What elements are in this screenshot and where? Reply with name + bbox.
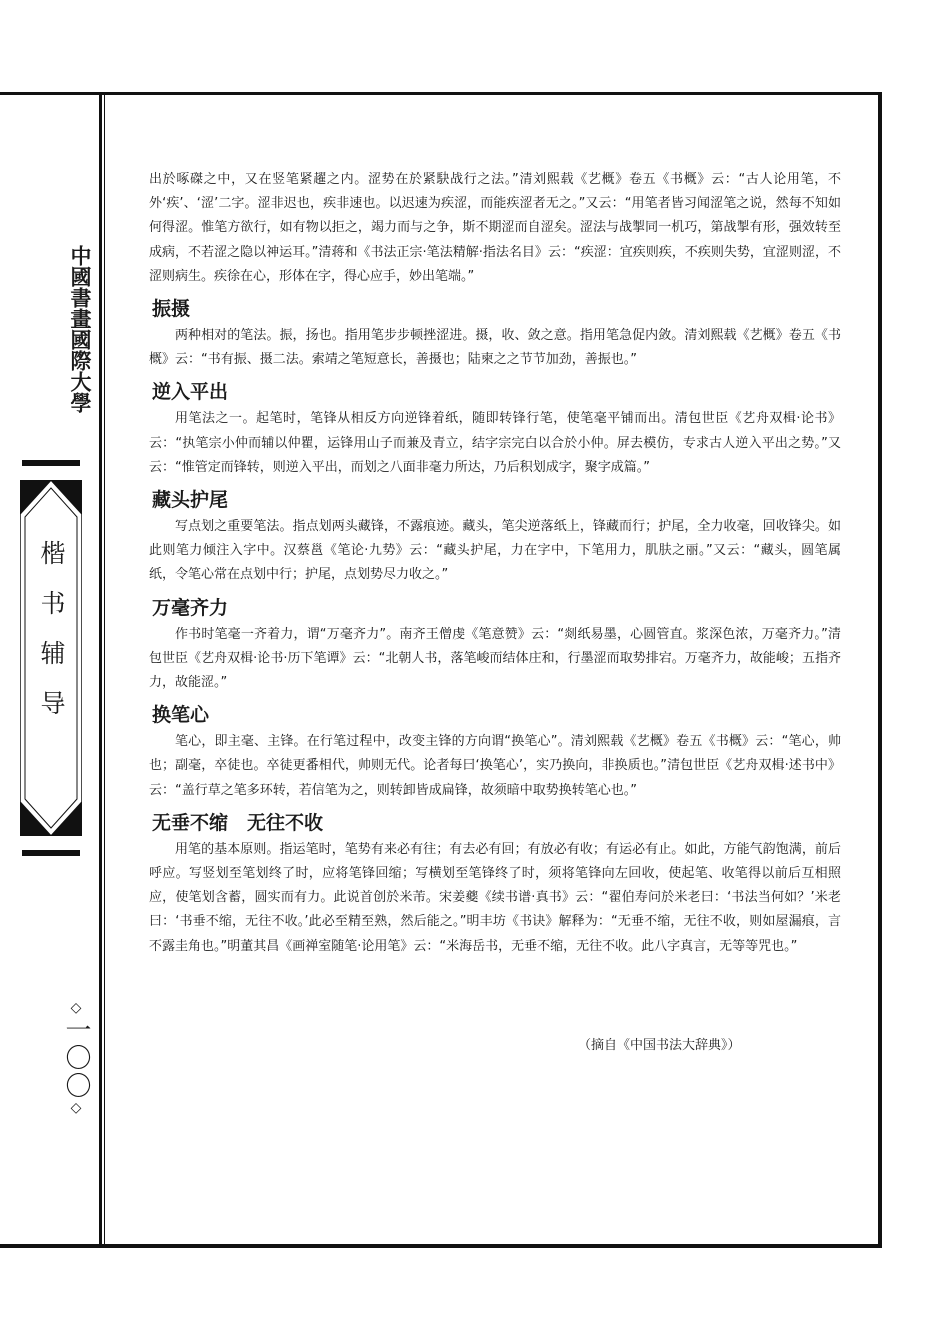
school-name: 中國書畫國際大學 [68, 245, 92, 413]
sidebar-divider-thin [104, 95, 105, 1246]
tab-bottom-bar [22, 850, 80, 856]
article-body [149, 168, 841, 959]
entry-heading: 逆入平出 [152, 381, 229, 404]
diamond-icon: ◇ [68, 1000, 84, 1016]
page-number [58, 1000, 94, 1116]
diamond-icon: ◇ [68, 1100, 84, 1116]
entry-heading: 振摄 [152, 298, 191, 321]
page-number-text: 一〇〇 [61, 1016, 91, 1100]
sidebar-divider [99, 95, 102, 1246]
entry-body: 写点划之重要笔法。指点划两头藏锋，不露痕迹。藏头，笔尖逆落纸上，锋藏而行；护尾，全力收毫，回收锋尖。如此则笔力倾注入字中。汉蔡邕《笔论·九势》云：“藏头护尾，力在字中，下笔用力，肌肤之丽。”又云：“藏头，圆笔属纸，令笔心常在点划中行；护尾，点划势尽力收之。” [149, 519, 841, 583]
entry-body: 两种相对的笔法。振，扬也。指用笔步步顿挫涩进。摄，收、敛之意。指用笔急促内敛。清刘熙载《艺概》卷五《书概》云：“书有振、摄二法。索靖之笔短意长，善摄也；陆柬之之节节加劲，善振也。” [149, 328, 841, 368]
entry-body: 作书时笔毫一齐着力，谓“万毫齐力”。南齐王僧虔《笔意赞》云：“剡纸易墨，心圆管直。浆深色浓，万毫齐力。”清包世臣《艺舟双楫·论书·历下笔谭》云：“北朝人书，落笔峻而结体庄和，行墨涩而取势排宕。万毫齐力，故能峻；五指齐力，故能涩。” [149, 626, 841, 691]
intro-paragraph: 出於啄磔之中，又在竖笔紧趯之内。涩势在於紧駃战行之法。”清刘熙载《艺概》卷五《书概》云：“古人论用笔，不外‘疾’、‘涩’二字。涩非迟也，疾非速也。以迟速为疾涩，而能疾涩者无之。”又云：“用笔者皆习闻涩笔之说，然每不知如何得涩。惟笔方欲行，如有物以拒之，竭力而与之争，斯不期涩而自涩矣。涩法与战掣同一机巧，第战掣有形，强效转至成病，不若涩之隐以神运耳。”清蒋和《书法正宗·笔法精解·指法名目》云：“疾涩：宜疾则疾，不疾则失势，宜涩则涩，不涩则病生。疾徐在心，形体在字，得心应手，妙出笔端。” [149, 172, 841, 284]
section-title: 楷书辅导 [37, 540, 66, 740]
tab-top-bar [22, 460, 80, 466]
entry-body: 用笔法之一。起笔时，笔锋从相反方向逆锋着纸，随即转锋行笔，使笔毫平铺而出。清包世臣《艺舟双楫·论书》云：“执笔宗小仲而辅以仲瞿，运锋用山子而兼及青立，结字宗完白以合於小仲。屏去模仿，专求古人逆入平出之势。”又云：“惟管定而锋转，则逆入平出，而划之八面非毫力所达，乃后积划成字，聚字成篇。” [149, 411, 841, 475]
entry-heading: 无垂不缩 无往不收 [152, 811, 324, 834]
entry-heading: 万毫齐力 [152, 596, 229, 619]
entry-body: 用笔的基本原则。指运笔时，笔势有来必有往；有去必有回；有放必有收；有运必有止。如此，方能气韵饱满，前后呼应。写竖划至笔划终了时，应将笔锋回缩；写横划至笔锋终了时，须将笔锋向左回收，使起笔、收笔得以前后互相照应，使笔划含蓄，圆实而有力。此说首创於米芾。宋姜夔《续书谱·真书》云：“翟伯寿问於米老曰：‘书法当何如？’米老曰：‘书垂不缩，无往不收。’此必至精至熟，然后能之。”明丰坊《书诀》解释为：“无垂不缩，无往不收，则如屋漏痕，言不露圭角也。”明董其昌《画禅室随笔·论用笔》云：“米海岳书，无垂不缩，无往不收。此八字真言，无等等咒也。” [149, 841, 841, 954]
entry-body: 笔心，即主毫、主锋。在行笔过程中，改变主锋的方向谓“换笔心”。清刘熙载《艺概》卷五《书概》云：“笔心，帅也；副毫，卒徒也。卒徒更番相代，帅则无代。论者每曰‘换笔心’，实乃换向，非换质也。”清包世臣《艺舟双楫·述书中》云：“盖行草之笔多环转，若信笔为之，则转卸皆成扁锋，故须暗中取势换转笔心也。” [149, 734, 841, 798]
entry-heading: 藏头护尾 [152, 489, 229, 512]
section-tab [20, 480, 82, 836]
entry-heading: 换笔心 [152, 704, 210, 727]
source-note: （摘自《中国书法大辞典》） [578, 1038, 741, 1053]
